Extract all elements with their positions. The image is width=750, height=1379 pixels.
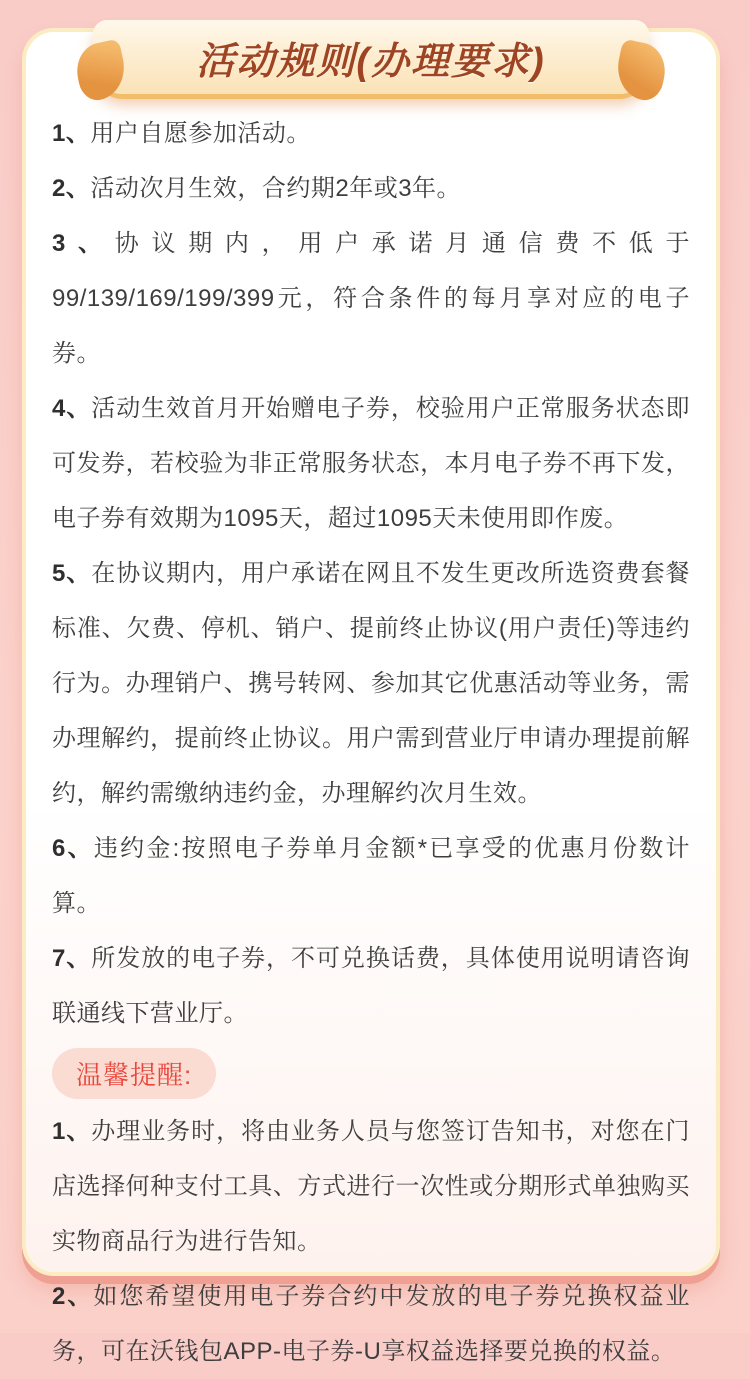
title-ribbon <box>93 20 649 94</box>
rules-card <box>22 28 720 1365</box>
rule-text: 所发放的电子券，不可兑换话费，具体使用说明请咨询联通线下营业厅。 <box>52 945 690 1027</box>
rule-item-4 <box>52 381 690 546</box>
reminder-badge <box>52 1048 216 1099</box>
rule-item-6 <box>52 821 690 931</box>
rule-text: 活动生效首月开始赠电子券，校验用户正常服务状态即可发券，若校验为非正常服务状态，本月电子券不再下发，电子券有效期为1095天，超过1095天未使用即作废。 <box>52 395 690 532</box>
reminder-item-1 <box>52 1104 690 1269</box>
page-title: 活动规则(办理要求) <box>196 40 546 83</box>
rule-text: 违约金:按照电子券单月金额*已享受的优惠月份数计算。 <box>52 835 690 917</box>
rules-content <box>26 32 716 1379</box>
reminder-text: 如您希望使用电子券合约中发放的电子券兑换权益业务，可在沃钱包APP-电子券-U享权益选择要兑换的权益。 <box>52 1283 690 1365</box>
rule-item-2 <box>52 161 690 216</box>
rule-text: 协议期内，用户承诺月通信费不低于99/139/169/199/399元，符合条件的每月享对应的电子券。 <box>52 230 690 367</box>
reminder-badge-label: 温馨提醒: <box>76 1060 193 1090</box>
rule-text: 用户自愿参加活动。 <box>90 120 311 147</box>
reminder-item-2 <box>52 1269 690 1379</box>
rule-item-5 <box>52 546 690 821</box>
rule-item-3 <box>52 216 690 381</box>
reminder-number: 1、 <box>52 1118 92 1145</box>
rule-number: 6、 <box>52 835 94 862</box>
rule-item-1 <box>52 106 690 161</box>
rule-item-7 <box>52 931 690 1041</box>
reminder-number: 2、 <box>52 1283 94 1310</box>
rule-number: 4、 <box>52 395 92 422</box>
reminder-text: 办理业务时，将由业务人员与您签订告知书，对您在门店选择何种支付工具、方式进行一次性或分期形式单独购买实物商品行为进行告知。 <box>52 1118 690 1255</box>
rule-number: 5、 <box>52 560 92 587</box>
rule-text: 在协议期内，用户承诺在网且不发生更改所选资费套餐标准、欠费、停机、销户、提前终止协议(用户责任)等违约行为。办理销户、携号转网、参加其它优惠活动等业务，需办理解约，提前终止协议。用户需到营业厅申请办理提前解约，解约需缴纳违约金，办理解约次月生效。 <box>52 560 690 807</box>
rule-number: 3、 <box>52 230 115 257</box>
rule-number: 2、 <box>52 175 91 202</box>
rule-number: 1、 <box>52 120 91 147</box>
rule-number: 7、 <box>52 945 92 972</box>
rule-text: 活动次月生效，合约期2年或3年。 <box>90 175 462 202</box>
